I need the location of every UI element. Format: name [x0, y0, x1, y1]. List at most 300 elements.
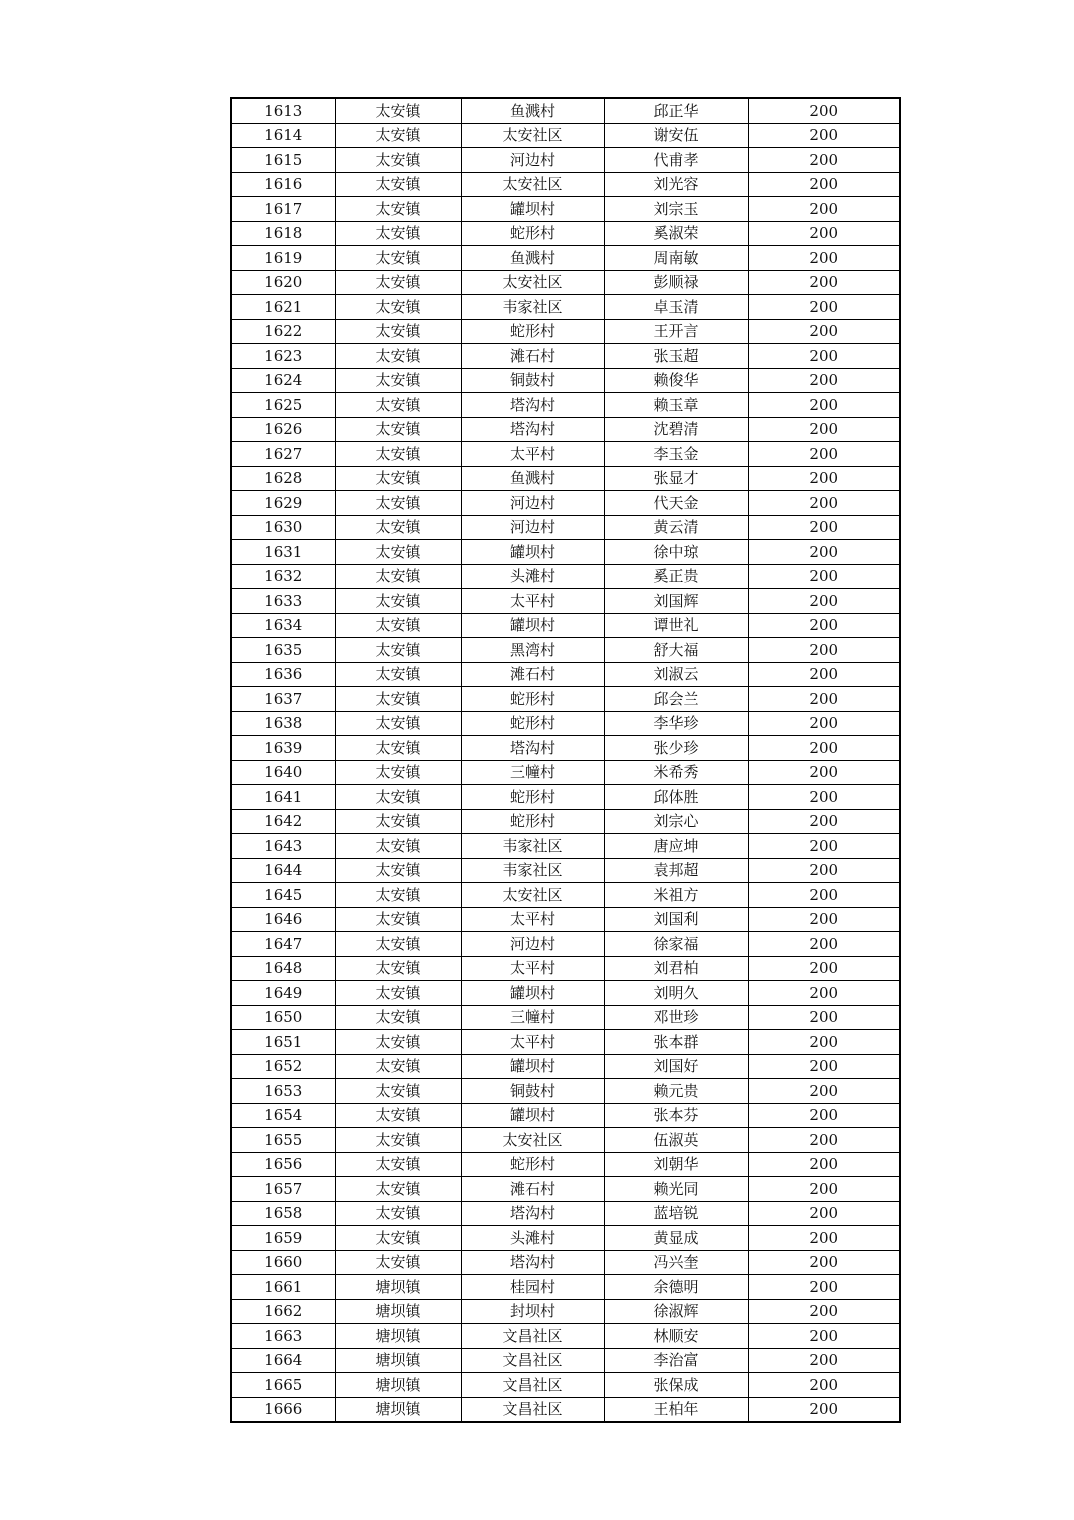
cell-village: 蛇形村 — [461, 809, 604, 834]
cell-name: 代天金 — [604, 491, 748, 516]
table-row — [231, 491, 900, 516]
cell-town: 太安镇 — [335, 638, 461, 663]
cell-amount: 200 — [748, 246, 900, 271]
cell-town: 太安镇 — [335, 172, 461, 197]
cell-number: 1627 — [231, 442, 335, 467]
table-row — [231, 442, 900, 467]
cell-amount: 200 — [748, 393, 900, 418]
cell-village: 头滩村 — [461, 1226, 604, 1251]
cell-village: 桂园村 — [461, 1275, 604, 1300]
cell-number: 1637 — [231, 687, 335, 712]
table-row — [231, 932, 900, 957]
cell-number: 1636 — [231, 662, 335, 687]
cell-town: 太安镇 — [335, 246, 461, 271]
cell-town: 塘坝镇 — [335, 1348, 461, 1373]
cell-town: 太安镇 — [335, 344, 461, 369]
table-row — [231, 1373, 900, 1398]
cell-village: 滩石村 — [461, 344, 604, 369]
cell-town: 太安镇 — [335, 834, 461, 859]
cell-name: 刘宗心 — [604, 809, 748, 834]
cell-town: 太安镇 — [335, 981, 461, 1006]
cell-name: 冯兴奎 — [604, 1250, 748, 1275]
cell-town: 塘坝镇 — [335, 1299, 461, 1324]
table-row — [231, 197, 900, 222]
cell-number: 1645 — [231, 883, 335, 908]
cell-number: 1649 — [231, 981, 335, 1006]
cell-number: 1622 — [231, 319, 335, 344]
cell-name: 米祖方 — [604, 883, 748, 908]
cell-town: 塘坝镇 — [335, 1373, 461, 1398]
cell-amount: 200 — [748, 1226, 900, 1251]
cell-town: 太安镇 — [335, 1177, 461, 1202]
cell-village: 太平村 — [461, 956, 604, 981]
cell-amount: 200 — [748, 1177, 900, 1202]
cell-number: 1658 — [231, 1201, 335, 1226]
cell-town: 太安镇 — [335, 1201, 461, 1226]
cell-town: 塘坝镇 — [335, 1397, 461, 1422]
cell-name: 张本群 — [604, 1030, 748, 1055]
table-row — [231, 270, 900, 295]
table-row — [231, 1397, 900, 1422]
cell-number: 1624 — [231, 368, 335, 393]
cell-town: 太安镇 — [335, 1030, 461, 1055]
cell-village: 鱼溅村 — [461, 246, 604, 271]
cell-name: 彭顺禄 — [604, 270, 748, 295]
cell-number: 1630 — [231, 515, 335, 540]
cell-village: 封坝村 — [461, 1299, 604, 1324]
cell-name: 刘国利 — [604, 907, 748, 932]
cell-amount: 200 — [748, 1373, 900, 1398]
cell-town: 太安镇 — [335, 1079, 461, 1104]
cell-number: 1635 — [231, 638, 335, 663]
cell-amount: 200 — [748, 564, 900, 589]
cell-name: 徐淑辉 — [604, 1299, 748, 1324]
cell-town: 太安镇 — [335, 295, 461, 320]
cell-number: 1662 — [231, 1299, 335, 1324]
cell-amount: 200 — [748, 148, 900, 173]
cell-town: 太安镇 — [335, 1250, 461, 1275]
cell-number: 1651 — [231, 1030, 335, 1055]
table-row — [231, 613, 900, 638]
table-row — [231, 1299, 900, 1324]
cell-village: 罐坝村 — [461, 1054, 604, 1079]
table-row — [231, 1177, 900, 1202]
cell-number: 1665 — [231, 1373, 335, 1398]
cell-town: 太安镇 — [335, 442, 461, 467]
cell-number: 1664 — [231, 1348, 335, 1373]
cell-number: 1650 — [231, 1005, 335, 1030]
cell-town: 塘坝镇 — [335, 1324, 461, 1349]
cell-town: 太安镇 — [335, 148, 461, 173]
cell-number: 1617 — [231, 197, 335, 222]
cell-number: 1640 — [231, 760, 335, 785]
cell-town: 太安镇 — [335, 564, 461, 589]
cell-name: 谭世礼 — [604, 613, 748, 638]
cell-number: 1626 — [231, 417, 335, 442]
cell-name: 李治富 — [604, 1348, 748, 1373]
cell-village: 太安社区 — [461, 123, 604, 148]
table-row — [231, 368, 900, 393]
cell-village: 蛇形村 — [461, 711, 604, 736]
cell-village: 塔沟村 — [461, 417, 604, 442]
cell-name: 代甫孝 — [604, 148, 748, 173]
table-row — [231, 662, 900, 687]
cell-amount: 200 — [748, 785, 900, 810]
cell-amount: 200 — [748, 123, 900, 148]
cell-amount: 200 — [748, 515, 900, 540]
cell-village: 蛇形村 — [461, 319, 604, 344]
table-row — [231, 515, 900, 540]
cell-village: 文昌社区 — [461, 1324, 604, 1349]
cell-name: 蓝培锐 — [604, 1201, 748, 1226]
cell-number: 1629 — [231, 491, 335, 516]
table-row — [231, 981, 900, 1006]
cell-name: 张保成 — [604, 1373, 748, 1398]
cell-amount: 200 — [748, 491, 900, 516]
table-row — [231, 736, 900, 761]
table-row — [231, 1201, 900, 1226]
table-row — [231, 760, 900, 785]
cell-town: 太安镇 — [335, 123, 461, 148]
cell-number: 1660 — [231, 1250, 335, 1275]
cell-village: 河边村 — [461, 148, 604, 173]
cell-amount: 200 — [748, 907, 900, 932]
cell-amount: 200 — [748, 221, 900, 246]
cell-town: 塘坝镇 — [335, 1275, 461, 1300]
cell-amount: 200 — [748, 442, 900, 467]
cell-amount: 200 — [748, 834, 900, 859]
cell-town: 太安镇 — [335, 1005, 461, 1030]
cell-village: 塔沟村 — [461, 736, 604, 761]
cell-name: 刘明久 — [604, 981, 748, 1006]
cell-amount: 200 — [748, 932, 900, 957]
cell-amount: 200 — [748, 736, 900, 761]
cell-village: 滩石村 — [461, 1177, 604, 1202]
cell-number: 1656 — [231, 1152, 335, 1177]
cell-name: 米希秀 — [604, 760, 748, 785]
cell-name: 邓世珍 — [604, 1005, 748, 1030]
cell-village: 铜鼓村 — [461, 1079, 604, 1104]
table-row — [231, 1324, 900, 1349]
cell-number: 1653 — [231, 1079, 335, 1104]
cell-amount: 200 — [748, 1030, 900, 1055]
cell-village: 太安社区 — [461, 172, 604, 197]
cell-amount: 200 — [748, 883, 900, 908]
cell-amount: 200 — [748, 417, 900, 442]
cell-amount: 200 — [748, 662, 900, 687]
table-row — [231, 907, 900, 932]
cell-amount: 200 — [748, 1005, 900, 1030]
cell-village: 太平村 — [461, 1030, 604, 1055]
table-row — [231, 1348, 900, 1373]
cell-village: 蛇形村 — [461, 785, 604, 810]
cell-number: 1643 — [231, 834, 335, 859]
cell-number: 1652 — [231, 1054, 335, 1079]
cell-name: 谢安伍 — [604, 123, 748, 148]
table-row — [231, 1030, 900, 1055]
table-row — [231, 295, 900, 320]
cell-town: 太安镇 — [335, 858, 461, 883]
cell-name: 李玉金 — [604, 442, 748, 467]
cell-name: 赖光同 — [604, 1177, 748, 1202]
cell-town: 太安镇 — [335, 540, 461, 565]
table-row — [231, 246, 900, 271]
cell-village: 韦家社区 — [461, 834, 604, 859]
table-row — [231, 711, 900, 736]
cell-number: 1631 — [231, 540, 335, 565]
cell-name: 李华珍 — [604, 711, 748, 736]
cell-name: 刘朝华 — [604, 1152, 748, 1177]
cell-number: 1666 — [231, 1397, 335, 1422]
cell-name: 奚淑荣 — [604, 221, 748, 246]
cell-amount: 200 — [748, 638, 900, 663]
cell-name: 邱体胜 — [604, 785, 748, 810]
table-row — [231, 564, 900, 589]
cell-number: 1619 — [231, 246, 335, 271]
cell-number: 1646 — [231, 907, 335, 932]
cell-name: 王开言 — [604, 319, 748, 344]
cell-name: 刘国辉 — [604, 589, 748, 614]
table-row — [231, 221, 900, 246]
cell-amount: 200 — [748, 613, 900, 638]
table-row — [231, 1226, 900, 1251]
cell-amount: 200 — [748, 540, 900, 565]
cell-village: 太安社区 — [461, 883, 604, 908]
table-row — [231, 785, 900, 810]
cell-village: 太安社区 — [461, 1128, 604, 1153]
cell-town: 太安镇 — [335, 221, 461, 246]
cell-town: 太安镇 — [335, 956, 461, 981]
cell-village: 罐坝村 — [461, 981, 604, 1006]
cell-amount: 200 — [748, 98, 900, 123]
cell-name: 伍淑英 — [604, 1128, 748, 1153]
cell-name: 张少珍 — [604, 736, 748, 761]
cell-town: 太安镇 — [335, 319, 461, 344]
cell-name: 舒大福 — [604, 638, 748, 663]
table-row — [231, 687, 900, 712]
cell-name: 余德明 — [604, 1275, 748, 1300]
cell-number: 1634 — [231, 613, 335, 638]
cell-name: 徐家福 — [604, 932, 748, 957]
cell-village: 罐坝村 — [461, 1103, 604, 1128]
cell-name: 张玉超 — [604, 344, 748, 369]
cell-town: 太安镇 — [335, 1226, 461, 1251]
cell-name: 周南敏 — [604, 246, 748, 271]
cell-village: 铜鼓村 — [461, 368, 604, 393]
cell-town: 太安镇 — [335, 393, 461, 418]
cell-amount: 200 — [748, 760, 900, 785]
cell-village: 黑湾村 — [461, 638, 604, 663]
cell-town: 太安镇 — [335, 932, 461, 957]
cell-number: 1628 — [231, 466, 335, 491]
cell-name: 袁邦超 — [604, 858, 748, 883]
cell-amount: 200 — [748, 1324, 900, 1349]
cell-town: 太安镇 — [335, 368, 461, 393]
cell-amount: 200 — [748, 295, 900, 320]
cell-name: 卓玉清 — [604, 295, 748, 320]
table-row — [231, 834, 900, 859]
cell-name: 刘宗玉 — [604, 197, 748, 222]
table-row — [231, 1079, 900, 1104]
cell-town: 太安镇 — [335, 662, 461, 687]
cell-town: 太安镇 — [335, 736, 461, 761]
cell-amount: 200 — [748, 687, 900, 712]
cell-amount: 200 — [748, 589, 900, 614]
cell-number: 1618 — [231, 221, 335, 246]
cell-amount: 200 — [748, 1103, 900, 1128]
cell-town: 太安镇 — [335, 270, 461, 295]
cell-name: 唐应坤 — [604, 834, 748, 859]
cell-amount: 200 — [748, 368, 900, 393]
cell-town: 太安镇 — [335, 809, 461, 834]
cell-village: 三幢村 — [461, 760, 604, 785]
cell-number: 1621 — [231, 295, 335, 320]
cell-amount: 200 — [748, 1275, 900, 1300]
cell-name: 林顺安 — [604, 1324, 748, 1349]
cell-number: 1614 — [231, 123, 335, 148]
cell-name: 奚正贵 — [604, 564, 748, 589]
cell-name: 刘国好 — [604, 1054, 748, 1079]
cell-town: 太安镇 — [335, 417, 461, 442]
cell-number: 1615 — [231, 148, 335, 173]
cell-amount: 200 — [748, 270, 900, 295]
cell-number: 1642 — [231, 809, 335, 834]
cell-village: 河边村 — [461, 491, 604, 516]
table-row — [231, 956, 900, 981]
table-row — [231, 393, 900, 418]
cell-village: 塔沟村 — [461, 393, 604, 418]
cell-amount: 200 — [748, 1054, 900, 1079]
table-row — [231, 123, 900, 148]
table-row — [231, 1005, 900, 1030]
cell-village: 鱼溅村 — [461, 98, 604, 123]
cell-name: 张显才 — [604, 466, 748, 491]
cell-village: 罐坝村 — [461, 613, 604, 638]
cell-number: 1654 — [231, 1103, 335, 1128]
table-row — [231, 1054, 900, 1079]
cell-amount: 200 — [748, 956, 900, 981]
cell-village: 滩石村 — [461, 662, 604, 687]
cell-town: 太安镇 — [335, 589, 461, 614]
table-row — [231, 1128, 900, 1153]
cell-name: 黄显成 — [604, 1226, 748, 1251]
cell-town: 太安镇 — [335, 1152, 461, 1177]
table-row — [231, 540, 900, 565]
cell-village: 蛇形村 — [461, 221, 604, 246]
cell-village: 文昌社区 — [461, 1348, 604, 1373]
table-row — [231, 858, 900, 883]
cell-village: 文昌社区 — [461, 1397, 604, 1422]
table-row — [231, 809, 900, 834]
cell-village: 三幢村 — [461, 1005, 604, 1030]
cell-number: 1620 — [231, 270, 335, 295]
cell-amount: 200 — [748, 197, 900, 222]
cell-name: 刘淑云 — [604, 662, 748, 687]
table-row — [231, 589, 900, 614]
cell-name: 赖玉章 — [604, 393, 748, 418]
cell-number: 1663 — [231, 1324, 335, 1349]
cell-town: 太安镇 — [335, 760, 461, 785]
table-row — [231, 466, 900, 491]
cell-town: 太安镇 — [335, 907, 461, 932]
cell-number: 1616 — [231, 172, 335, 197]
cell-town: 太安镇 — [335, 515, 461, 540]
cell-number: 1632 — [231, 564, 335, 589]
table-row — [231, 638, 900, 663]
cell-town: 太安镇 — [335, 466, 461, 491]
cell-village: 韦家社区 — [461, 858, 604, 883]
cell-village: 塔沟村 — [461, 1201, 604, 1226]
cell-number: 1623 — [231, 344, 335, 369]
cell-amount: 200 — [748, 1397, 900, 1422]
cell-amount: 200 — [748, 858, 900, 883]
cell-village: 文昌社区 — [461, 1373, 604, 1398]
cell-number: 1647 — [231, 932, 335, 957]
cell-name: 沈碧清 — [604, 417, 748, 442]
cell-number: 1657 — [231, 1177, 335, 1202]
cell-name: 赖俊华 — [604, 368, 748, 393]
cell-amount: 200 — [748, 1201, 900, 1226]
cell-village: 蛇形村 — [461, 687, 604, 712]
cell-number: 1641 — [231, 785, 335, 810]
table-row — [231, 417, 900, 442]
cell-name: 刘君柏 — [604, 956, 748, 981]
cell-number: 1655 — [231, 1128, 335, 1153]
table-row — [231, 883, 900, 908]
table-body — [231, 98, 900, 1422]
cell-amount: 200 — [748, 344, 900, 369]
table-row — [231, 1152, 900, 1177]
cell-amount: 200 — [748, 1152, 900, 1177]
cell-amount: 200 — [748, 981, 900, 1006]
cell-number: 1661 — [231, 1275, 335, 1300]
cell-town: 太安镇 — [335, 883, 461, 908]
cell-number: 1613 — [231, 98, 335, 123]
table-row — [231, 148, 900, 173]
cell-amount: 200 — [748, 1348, 900, 1373]
cell-number: 1644 — [231, 858, 335, 883]
cell-village: 韦家社区 — [461, 295, 604, 320]
cell-village: 太平村 — [461, 907, 604, 932]
cell-town: 太安镇 — [335, 785, 461, 810]
table-row — [231, 344, 900, 369]
cell-town: 太安镇 — [335, 98, 461, 123]
cell-amount: 200 — [748, 711, 900, 736]
cell-name: 张本芬 — [604, 1103, 748, 1128]
cell-village: 太平村 — [461, 442, 604, 467]
cell-amount: 200 — [748, 1299, 900, 1324]
cell-name: 邱会兰 — [604, 687, 748, 712]
cell-town: 太安镇 — [335, 613, 461, 638]
cell-village: 罐坝村 — [461, 540, 604, 565]
table-row — [231, 1275, 900, 1300]
cell-number: 1638 — [231, 711, 335, 736]
cell-amount: 200 — [748, 1128, 900, 1153]
cell-amount: 200 — [748, 172, 900, 197]
cell-village: 太平村 — [461, 589, 604, 614]
cell-town: 太安镇 — [335, 1128, 461, 1153]
cell-amount: 200 — [748, 319, 900, 344]
cell-town: 太安镇 — [335, 197, 461, 222]
cell-amount: 200 — [748, 1079, 900, 1104]
cell-name: 刘光容 — [604, 172, 748, 197]
cell-amount: 200 — [748, 809, 900, 834]
cell-village: 鱼溅村 — [461, 466, 604, 491]
cell-village: 蛇形村 — [461, 1152, 604, 1177]
cell-town: 太安镇 — [335, 491, 461, 516]
table-row — [231, 1103, 900, 1128]
cell-town: 太安镇 — [335, 687, 461, 712]
